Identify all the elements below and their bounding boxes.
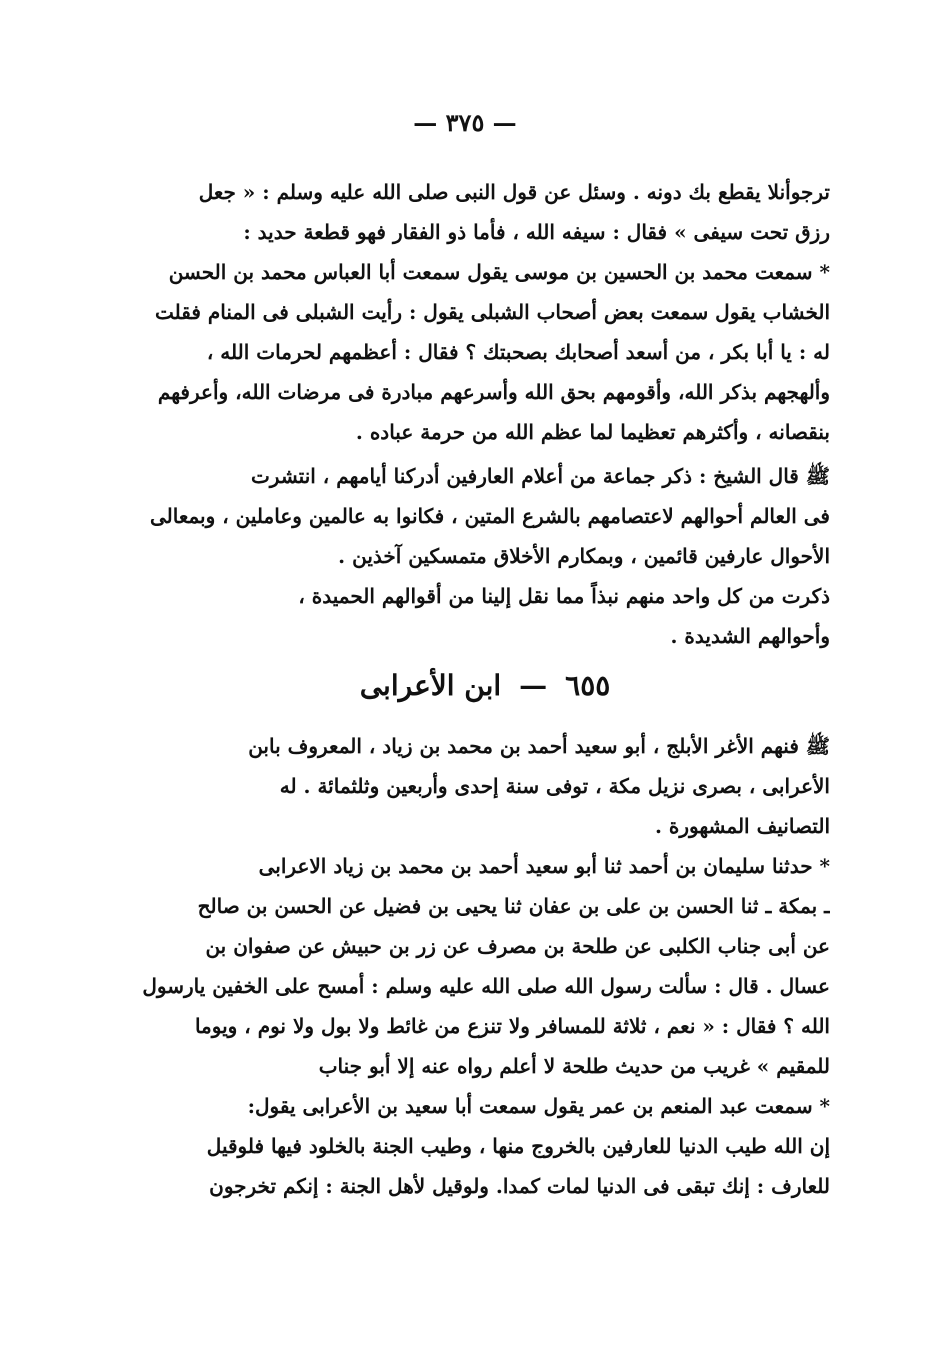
- section-heading: [140, 664, 830, 708]
- text-line: بنقصانه ، وأكثرهم تعظيما لما عظم الله من حرمة عباده .: [355, 420, 830, 444]
- text-line: ﷺ قال الشيخ : ذكر جماعة من أعلام العارفين أدركنا أيامهم ، انتشرت: [250, 464, 830, 488]
- text-line: عسال . قال : سألت رسول الله صلى الله عليه وسلم : أمسح على الخفين يارسول: [142, 974, 830, 998]
- text-line: ترجوأنلا يقطع بك دونه . وسئل عن قول النبى صلى الله عليه وسلم : « جعل: [198, 180, 830, 204]
- text-line: ذكرت من كل واحد منهم نبذاً مما نقل إلينا من أقوالهم الحميدة ،: [298, 584, 830, 608]
- text-line: رزق تحت سيفى » فقال : سيفه الله ، فأما ذو الفقار فهو قطعة حديد :: [243, 220, 830, 244]
- text-line: * سمعت عبد المنعم بن عمر يقول سمعت أبا سعيد بن الأعرابى يقول:: [247, 1094, 830, 1118]
- section-title: ابن الأعرابى: [359, 669, 502, 702]
- paragraph-sheikh: [140, 456, 830, 656]
- text-line: للعارف : إنك تبقى فى الدنيا لمات كمدا. ولوقيل لأهل الجنة : إنكم تخرجون: [209, 1174, 830, 1198]
- text-line: فى العالم أحوالهم لاعتصامهم بالشرع المتين ، فكانوا به عالمين وعاملين ، وبمعالى: [149, 504, 830, 528]
- text-line: الله ؟ فقال : « نعم ، ثلاثة للمسافر ولا تنزع من غائط ولا بول ولا نوم ، ويوما: [194, 1014, 830, 1038]
- text-line: إن الله طيب الدنيا للعارفين بالخروج منها ، وطيب الجنة بالخلود فيها فلوقيل: [206, 1134, 830, 1158]
- paragraph-hadith: [140, 846, 830, 1206]
- text-line: للمقيم » غريب من حديث طلحة لا أعلم رواه عنه إلا أبو جناب: [318, 1054, 830, 1078]
- text-line: ﷺ فنهم الأغر الأبلج ، أبو سعيد أحمد بن محمد بن زياد ، المعروف بابن: [248, 734, 830, 758]
- text-line: * حدثنا سليمان بن أحمد ثنا أبو سعيد أحمد بن محمد بن زياد الاعرابى: [258, 854, 830, 878]
- page-number: — ٣٧٥ —: [413, 108, 517, 137]
- text-line: الأعرابى ، بصرى نزيل مكة ، توفى سنة إحدى وأربعين وثلثمائة . له: [279, 774, 830, 798]
- section-number: ٦٥٥: [565, 669, 611, 702]
- text-line: الأحوال عارفين قائمين ، وبمكارم الأخلاق متمسكين آخذين .: [338, 544, 830, 568]
- text-line: الخشاب يقول سمعت بعض أصحاب الشبلى يقول : رأيت الشبلى فى المنام فقلت: [155, 300, 830, 324]
- text-line: التصانيف المشهورة .: [654, 814, 830, 838]
- text-line: ـ بمكة ـ ثنا الحسن بن على بن عفان ثنا يحيى بن فضيل عن الحسن بن صالح: [197, 894, 830, 918]
- text-line: وأحوالهم الشديدة .: [670, 624, 830, 648]
- text-line: * سمعت محمد بن الحسين بن موسى يقول سمعت أبا العباس محمد بن الحسن: [168, 260, 830, 284]
- paragraph-shibli: [140, 172, 830, 452]
- paragraph-biography: [140, 726, 830, 846]
- text-line: وألهجهم بذكر الله، وأقومهم بحق الله وأسرعهم مبادرة فى مرضات الله، وأعرفهم: [157, 380, 830, 404]
- text-line: عن أبى جناب الكلبى عن طلحة بن مصرف عن زر بن حبيش عن صفوان بن: [205, 934, 830, 958]
- text-line: له : يا أبا بكر ، من أسعد أصحابك بصحبتك ؟ فقال : أعظمهم لحرمات الله ،: [206, 340, 830, 364]
- section-dash: —: [519, 669, 548, 702]
